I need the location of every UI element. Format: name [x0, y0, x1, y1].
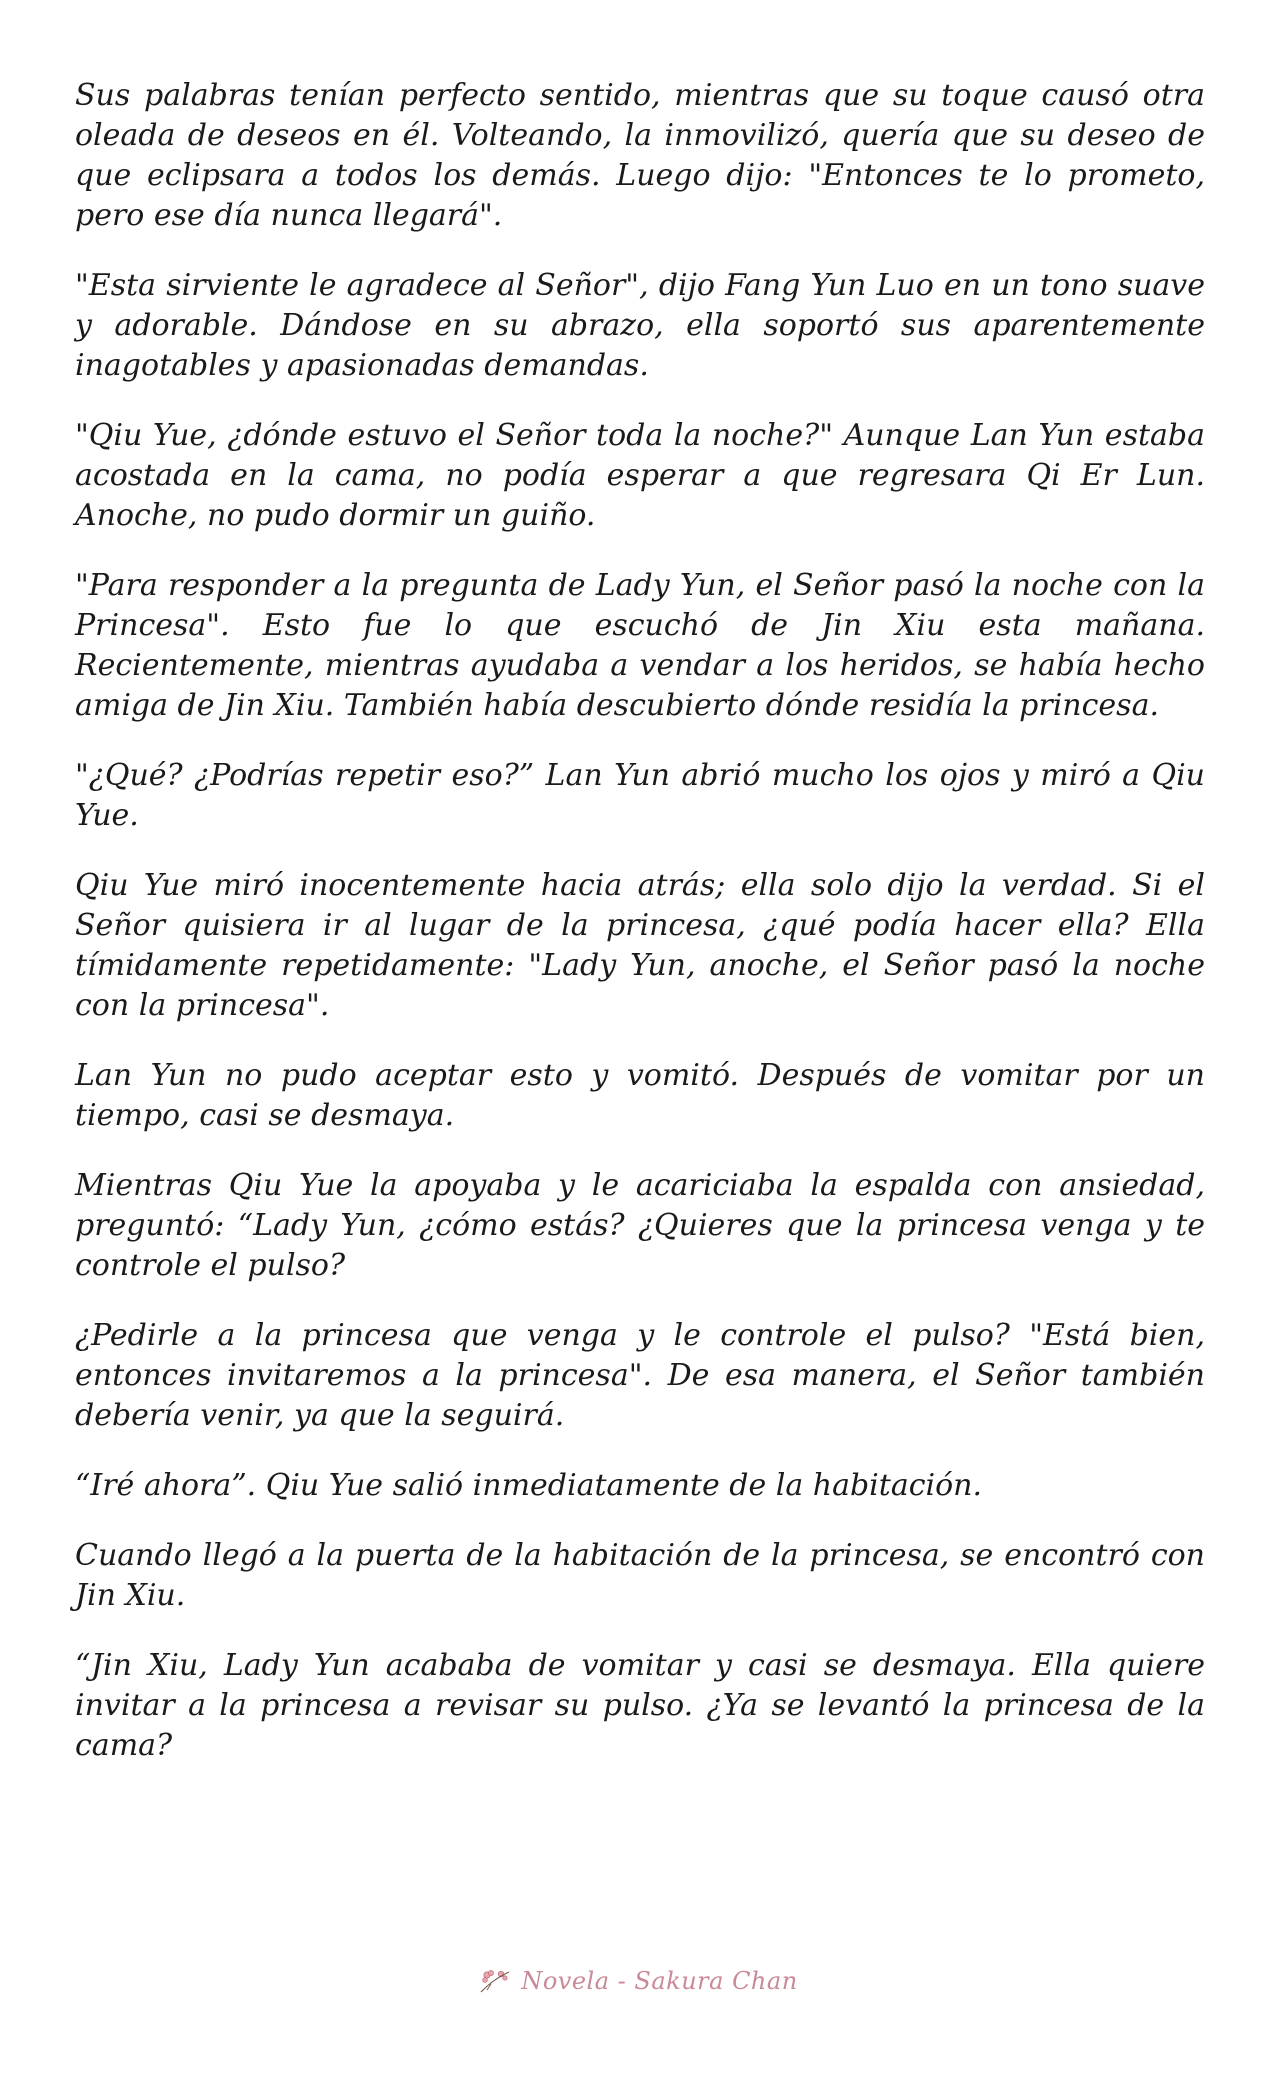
paragraph: “Jin Xiu, Lady Yun acababa de vomitar y casi se desmaya. Ella quiere invitar a la princesa a revisar su pulso. ¿Ya se levantó la princesa de la cama?: [75, 1648, 1205, 1763]
paragraph: "¿Qué? ¿Podrías repetir eso?” Lan Yun abrió mucho los ojos y miró a Qiu Yue.: [75, 758, 1205, 833]
paragraph: Lan Yun no pudo aceptar esto y vomitó. Después de vomitar por un tiempo, casi se desmaya.: [75, 1058, 1205, 1133]
paragraph: Qiu Yue miró inocentemente hacia atrás; ella solo dijo la verdad. Si el Señor quisiera ir al lugar de la princesa, ¿qué podía hacer ella? Ella tímidamente repetidamente: "Lady Yun, anoche, el Señor pasó la noche con la princesa".: [75, 868, 1205, 1023]
watermark-text: Novela - Sakura Chan: [521, 1967, 798, 1995]
footer-watermark: [0, 1966, 1275, 1996]
paragraph: "Esta sirviente le agradece al Señor", dijo Fang Yun Luo en un tono suave y adorable. Dándose en su abrazo, ella soportó sus aparentemente inagotables y apasionadas demandas.: [75, 268, 1205, 383]
paragraph: Cuando llegó a la puerta de la habitación de la princesa, se encontró con Jin Xiu.: [75, 1538, 1205, 1613]
paragraph: ¿Pedirle a la princesa que venga y le controle el pulso? "Está bien, entonces invitaremos a la princesa". De esa manera, el Señor también debería venir, ya que la seguirá.: [75, 1318, 1205, 1433]
paragraph: “Iré ahora”. Qiu Yue salió inmediatamente de la habitación.: [75, 1468, 983, 1503]
sakura-flower-icon: [477, 1966, 513, 1996]
paragraph: Mientras Qiu Yue la apoyaba y le acariciaba la espalda con ansiedad, preguntó: “Lady Yun, ¿cómo estás? ¿Quieres que la princesa venga y te controle el pulso?: [75, 1168, 1205, 1283]
paragraph: "Para responder a la pregunta de Lady Yun, el Señor pasó la noche con la Princesa". Esto fue lo que escuchó de Jin Xiu esta mañana. Recientemente, mientras ayudaba a vendar a los heridos, se había hecho amiga de Jin Xiu. También había descubierto dónde residía la princesa.: [75, 568, 1205, 723]
paragraph: Sus palabras tenían perfecto sentido, mientras que su toque causó otra oleada de deseos en él. Volteando, la inmovilizó, quería que su deseo de que eclipsara a todos los demás. Luego dijo: "Entonces te lo prometo, pero ese día nunca llegará".: [75, 78, 1205, 233]
document-body: [75, 76, 1205, 1796]
paragraph: "Qiu Yue, ¿dónde estuvo el Señor toda la noche?" Aunque Lan Yun estaba acostada en la cama, no podía esperar a que regresara Qi Er Lun. Anoche, no pudo dormir un guiño.: [75, 418, 1205, 533]
